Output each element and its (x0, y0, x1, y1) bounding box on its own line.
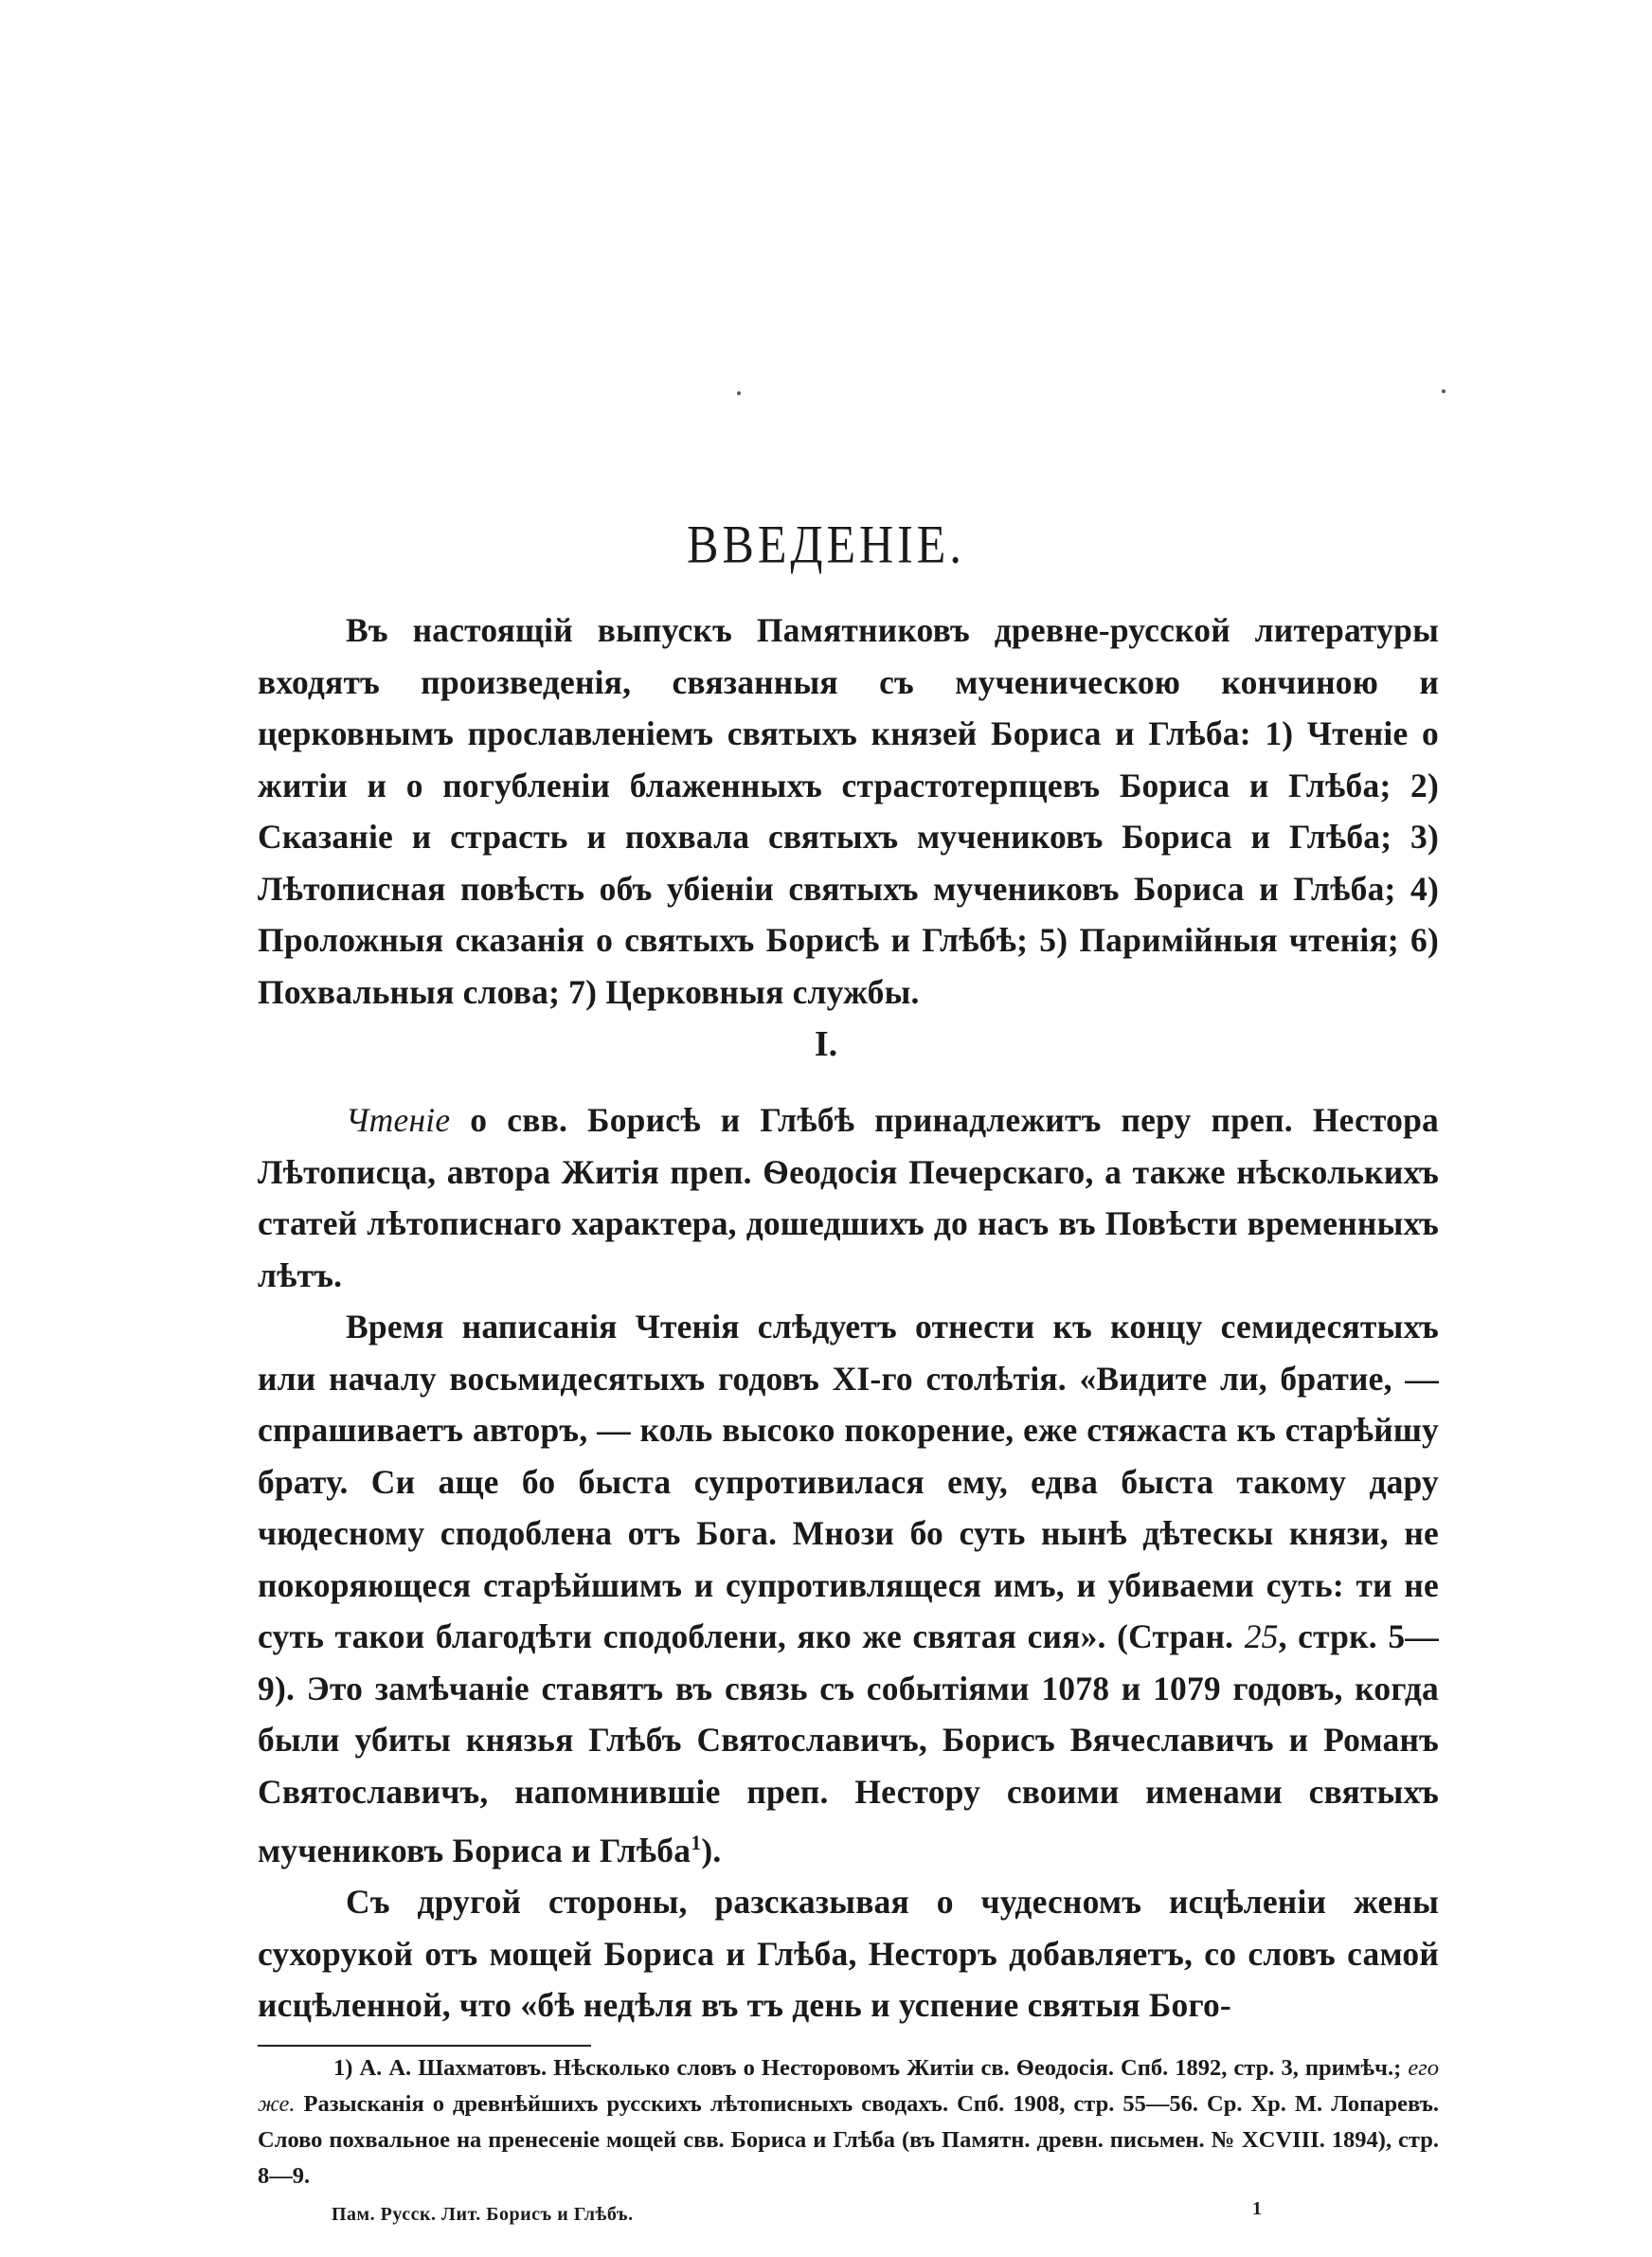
paragraph-3: Съ другой стороны, разсказывая о чудесномъ исцѣленiи жены сухорукой отъ мощей Бориса и Глѣба, Несторъ добавляетъ, со словъ самой исцѣленной, что «бѣ недѣля въ тъ день и успение святыя Бого- (258, 1883, 1439, 2025)
paragraph-2-end: ). (701, 1831, 722, 1869)
paragraph-2-text-b: , стрк. 5—9). Это замѣчанiе ставятъ въ связь съ событiями 1078 и 1079 годовъ, когда были убиты князья Глѣбъ Святославичъ, Борисъ Вячеславичъ и Романъ Святославичъ, напомнившiе преп. Нестору своими именами святыхъ мучениковъ Бориса и Глѣба (258, 1617, 1439, 1869)
paragraph-1 (258, 1094, 1439, 1301)
intro-paragraph (258, 605, 1439, 1018)
footnote-text-b: Разысканiя о древнѣйшихъ русскихъ лѣтописныхъ сводахъ. Спб. 1908, стр. 55—56. Ср. Хр. М. Лопаревъ. Слово похвальное на пренесенiе мощей свв. Бориса и Глѣба (въ Памятн. древн. письмен. № XCVIII. 1894), стр. 8—9. (258, 2091, 1439, 2189)
section-number: I. (814, 1024, 838, 1064)
print-speck (1442, 389, 1446, 393)
intro-text: Въ настоящiй выпускъ Памятниковъ древне-русской литературы входятъ произведенiя, связанныя съ мученическою кончиною и церковнымъ прославленiемъ святыхъ князей Бориса и Глѣба: 1) Чтенiе о житiи и о погубленiи блаженныхъ страстотерпцевъ Бориса и Глѣба; 2) Сказанiе и страсть и похвала святыхъ мучениковъ Бориса и Глѣба; 3) Лѣтописная повѣсть объ убiенiи святыхъ мучениковъ Бориса и Глѣба; 4) Проложныя сказанiя о святыхъ Борисѣ и Глѣбѣ; 5) Паримiйныя чтенiя; 6) Похвальныя слова; 7) Церковныя службы. (258, 611, 1439, 1011)
page-reference: 25 (1244, 1617, 1279, 1655)
paragraph-2-text-a: Время написанiя Чтенiя слѣдуетъ отнести къ концу семидесятыхъ или началу восьмидесятыхъ годовъ XI-го столѣтiя. «Видите ли, братие, — спрашиваетъ авторъ, — коль высоко покорение, еже стяжаста къ старѣйшу брату. Си аще бо быста супротивилася ему, едва быста такому дару чюдесному сподоблена отъ Бога. Мнози бо суть нынѣ дѣтескы князи, не покоряющеся старѣйшимъ и супротивлящеся имъ, и убиваеми суть: ти не суть такои благодѣти сподоблени, яко же святая сия». (Стран. (258, 1308, 1439, 1655)
footnote-text (258, 2050, 1439, 2194)
footnote-ibid: его же. (258, 2055, 1439, 2117)
paragraph-1-text: о свв. Борисѣ и Глѣбѣ принадлежитъ перу преп. Нестора Лѣтописца, автора Житiя преп. Ѳеодосiя Печерскаго, а также нѣсколькихъ статей лѣтописнаго характера, дошедшихъ до насъ въ Повѣсти временныхъ лѣтъ. (258, 1101, 1439, 1294)
section-body (258, 1094, 1439, 2031)
footnote-text-a: 1) А. А. Шахматовъ. Нѣсколько словъ о Несторовомъ Житiи св. Ѳеодосiя. Спб. 1892, стр. 3, примѣч.; (333, 2055, 1409, 2081)
paragraph-2 (258, 1301, 1439, 1876)
print-speck (737, 391, 741, 395)
footnote (258, 2050, 1439, 2194)
footnote-marker: 1 (691, 1831, 702, 1854)
emphasized-word: Чтенiе (346, 1101, 451, 1139)
page-title: ВВЕДЕНIЕ. (687, 513, 965, 575)
printer-signature: Пам. Русск. Лит. Борисъ и Глѣбъ. (332, 2204, 634, 2225)
sheet-number: 1 (1252, 2198, 1262, 2219)
footnote-rule (258, 2045, 591, 2047)
